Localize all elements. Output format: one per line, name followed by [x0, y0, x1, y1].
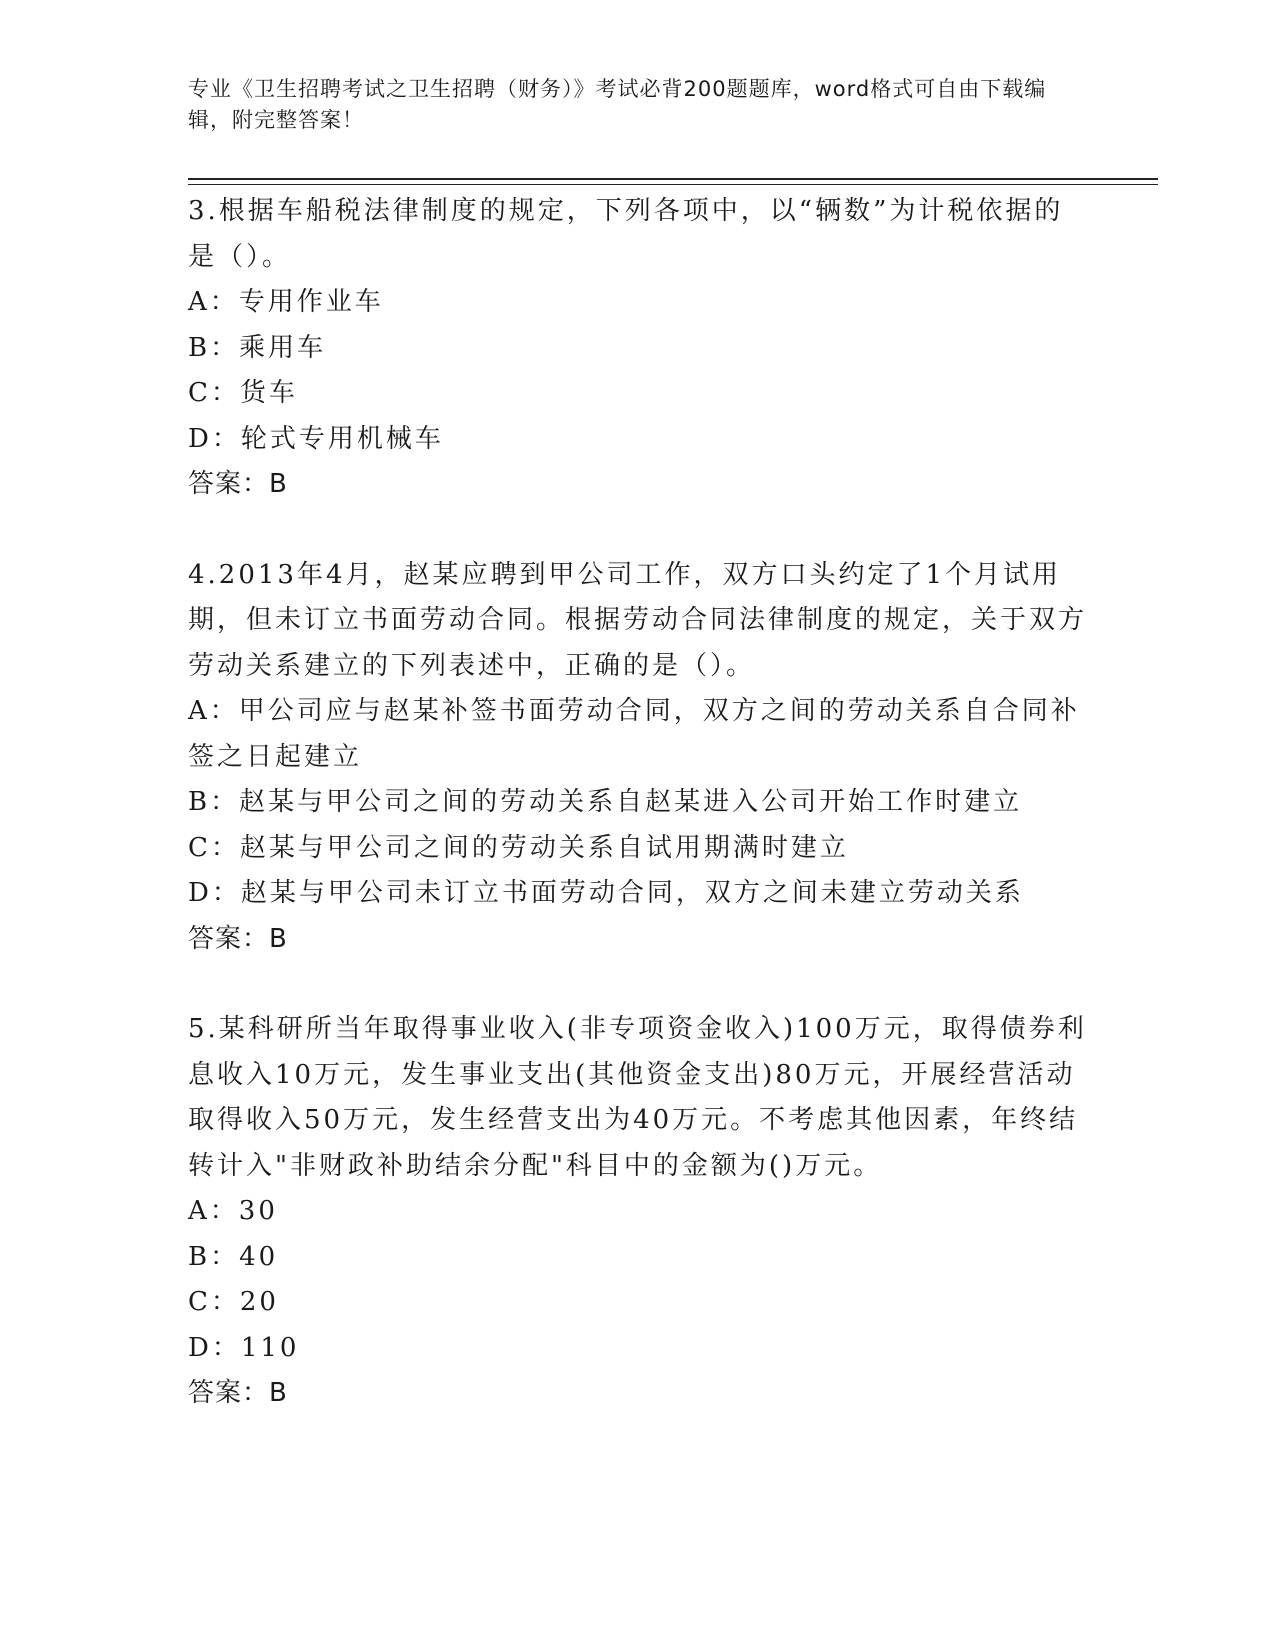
option-d: D：轮式专用机械车: [188, 423, 444, 454]
option-a: A：专用作业车: [188, 287, 384, 317]
option-d: D：110: [188, 1332, 300, 1363]
question-stem: 4.2013年4月，赵某应聘到甲公司工作，双方口头约定了1个月试用期，但未订立书面劳动合同。根据劳动合同法律制度的规定，关于双方劳动关系建立的下列表述中，正确的是（）。: [188, 559, 1088, 681]
answer-line: 答案：B: [188, 469, 288, 499]
option-a: A：30: [188, 1196, 278, 1226]
document-header: 专业《卫生招聘考试之卫生招聘（财务）》考试必背200题题库，word格式可自由下载编辑，附完整答案！: [188, 77, 1047, 132]
option-d: D：赵某与甲公司未订立书面劳动合同，双方之间未建立劳动关系: [188, 878, 1024, 908]
answer-line: 答案：B: [188, 1378, 288, 1408]
header-divider-thin: [188, 184, 1158, 185]
question-list: [188, 189, 1088, 1417]
question-3: [188, 189, 1088, 508]
question-4: [188, 553, 1088, 963]
option-b: B：乘用车: [188, 332, 327, 363]
question-spacer: [188, 962, 1088, 1007]
option-b: B：赵某与甲公司之间的劳动关系自赵某进入公司开始工作时建立: [188, 787, 1023, 817]
option-b: B：40: [188, 1241, 279, 1272]
header-divider-thick: [188, 178, 1158, 180]
question-5: [188, 1007, 1088, 1417]
question-stem: 3.根据车船税法律制度的规定，下列各项中，以“辆数”为计税依据的是（）。: [188, 196, 1064, 272]
option-c: C：20: [188, 1287, 279, 1317]
option-c: C：赵某与甲公司之间的劳动关系自试用期满时建立: [188, 832, 849, 863]
answer-line: 答案：B: [188, 923, 288, 954]
option-a: A：甲公司应与赵某补签书面劳动合同，双方之间的劳动关系自合同补签之日起建立: [188, 696, 1080, 772]
question-spacer: [188, 508, 1088, 553]
question-stem: 5.某科研所当年取得事业收入(非专项资金收入)100万元，取得债券利息收入10万元，发生事业支出(其他资金支出)80万元，开展经营活动取得收入50万元，发生经营支出为40万元。不考虑其他因素，年终结转计入"非财政补助结余分配"科目中的金额为()万元。: [188, 1014, 1087, 1181]
option-c: C：货车: [188, 378, 298, 408]
